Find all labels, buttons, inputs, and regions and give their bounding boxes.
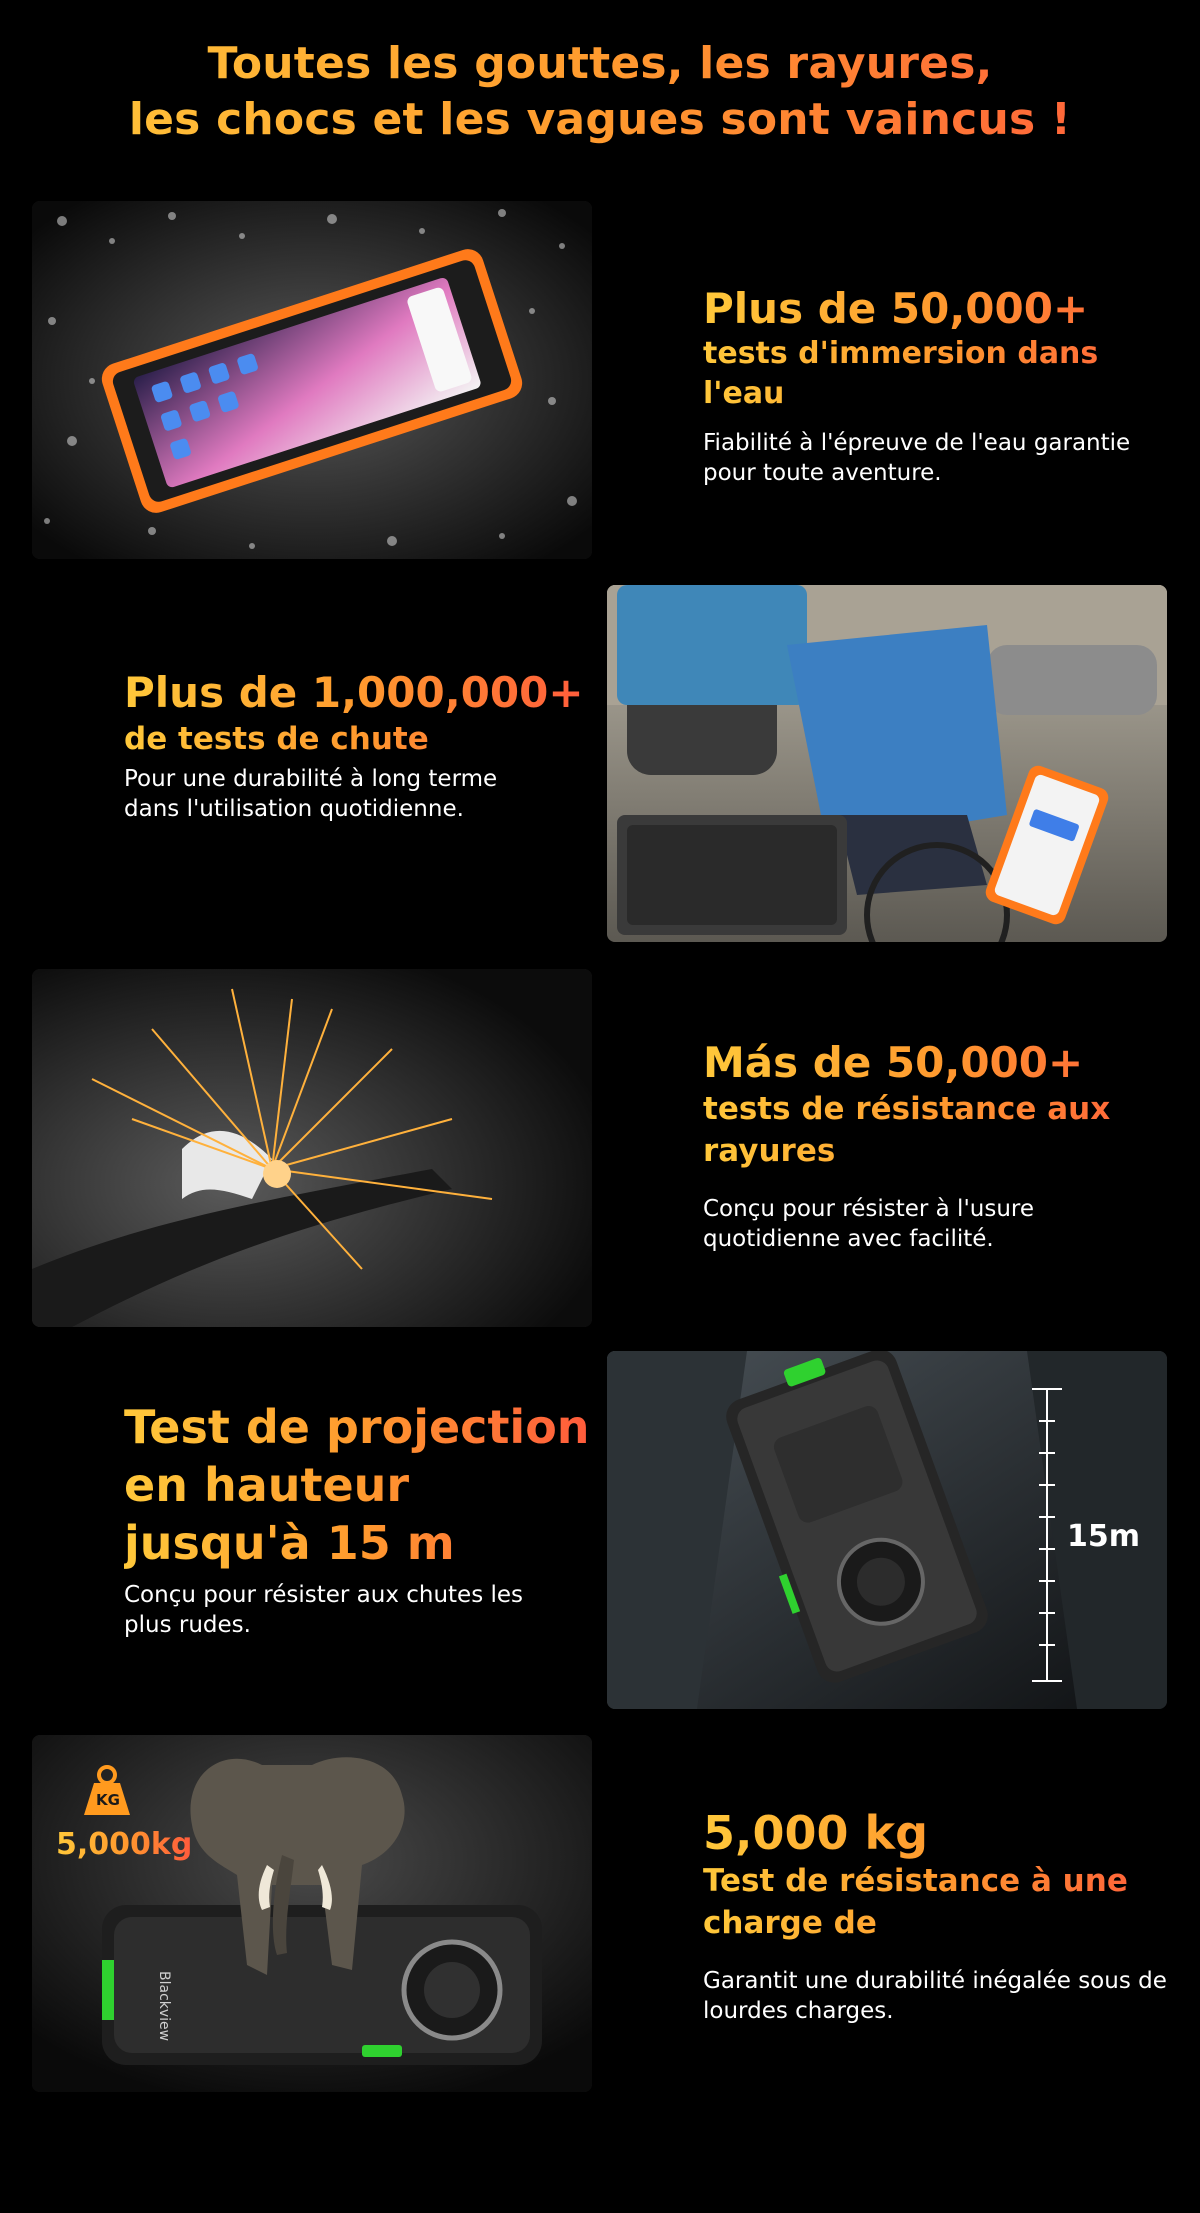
- headline-line-2: les chocs et les vagues sont vaincus !: [128, 94, 1072, 145]
- brand-label: Blackview: [156, 1971, 172, 2042]
- height-drop-image: [607, 1351, 1167, 1709]
- section-load: [703, 1806, 1173, 2026]
- load-subtitle: Test de résistance à une charge de: [703, 1860, 1173, 1944]
- section-drop: [124, 668, 594, 824]
- sparks-scratch-image: [32, 969, 592, 1327]
- water-description: Fiabilité à l'épreuve de l'eau garantie pour toute aventure.: [703, 430, 1131, 486]
- section-scratch: [703, 1038, 1173, 1254]
- scratch-title: Más de 50,000+: [703, 1038, 1173, 1088]
- water-title: Plus de 50,000+: [703, 284, 1173, 334]
- water-immersion-image: [32, 201, 592, 559]
- elephant-load-image: [32, 1735, 592, 2092]
- page-headline: [0, 36, 1200, 148]
- drop-title: Plus de 1,000,000+: [124, 668, 594, 718]
- section-water: [703, 284, 1173, 488]
- height-scale-label: 15m: [1067, 1519, 1141, 1554]
- cyclist-drop-image: [607, 585, 1167, 942]
- weight-badge-label: KG: [96, 1791, 120, 1809]
- drop-subtitle: de tests de chute: [124, 718, 594, 760]
- load-description: Garantit une durabilité inégalée sous de lourdes charges.: [703, 1968, 1167, 2024]
- weight-value-label: 5,000kg: [56, 1827, 193, 1862]
- load-title: 5,000 kg: [703, 1806, 1173, 1860]
- scratch-subtitle: tests de résistance aux rayures: [703, 1088, 1173, 1172]
- height-title: Test de projection en hauteur jusqu'à 15 m: [124, 1398, 594, 1572]
- drop-description: Pour une durabilité à long terme dans l'utilisation quotidienne.: [124, 766, 498, 822]
- water-subtitle: tests d'immersion dans l'eau: [703, 334, 1173, 414]
- scratch-description: Conçu pour résister à l'usure quotidienne avec facilité.: [703, 1196, 1035, 1252]
- height-description: Conçu pour résister aux chutes les plus rudes.: [124, 1582, 524, 1638]
- section-height: [124, 1398, 594, 1640]
- headline-line-1: Toutes les gouttes, les rayures,: [207, 38, 993, 89]
